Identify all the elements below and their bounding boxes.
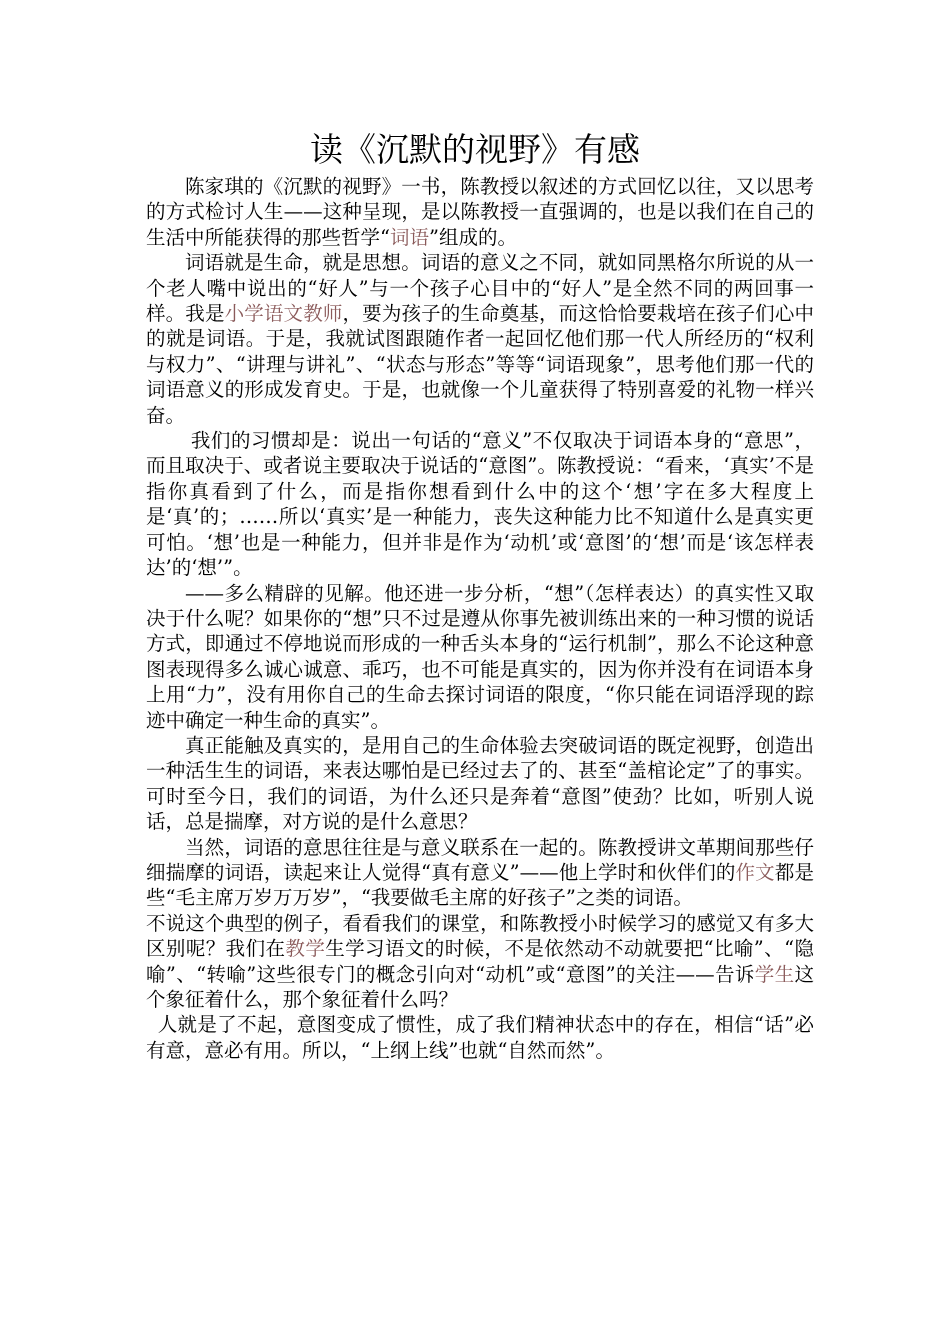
paragraph-text: 当然，词语的意思往往是与意义联系在一起的。陈教授讲文革期间那些仔细揣摩的词语，读起来让人觉得“真有意义”——他上学时和伙伴们的 — [146, 835, 814, 884]
paragraph-text: 人就是了不起，意图变成了惯性，成了我们精神状态中的存在，相信“话”必有意，意必有用。所以，“上纲上线”也就“自然而然”。 — [146, 1013, 814, 1062]
keyword-link[interactable]: 词语 — [389, 225, 429, 249]
keyword-link[interactable]: 教学 — [285, 937, 326, 961]
paragraph — [146, 174, 814, 250]
paragraph-text: ——多么精辟的见解。他还进一步分析，“想”（怎样表达）的真实性又取决于什么呢？如果你的“想”只不过是遵从你事先被训练出来的一种习惯的说话方式，即通过不停地说而形成的一种舌头本身的“运行机制”，那么不论这种意图表现得多么诚心诚意、乖巧，也不可能是真实的，因为你并没有在词语本身上用“力”，没有用你自己的生命去探讨词语的限度，“你只能在词语浮现的踪迹中确定一种生命的真实”。 — [146, 581, 814, 732]
paragraph — [146, 1012, 814, 1063]
paragraph-text: 不说这个典型的例子，看看我们的课堂，和陈教授小时候学习的感觉又有多大区别呢？我们在 — [146, 911, 814, 961]
keyword-link[interactable]: 作文 — [735, 860, 775, 884]
paragraph-text: 都是些“毛主席万岁万万岁”，“我要做毛主席的好孩子”之类的词语。 — [146, 860, 814, 910]
paragraph-text: ”组成的。 — [429, 225, 517, 249]
paragraph-text: 这个象征着什么，那个象征着什么吗？ — [146, 962, 814, 1011]
keyword-link[interactable]: 学生 — [754, 962, 795, 986]
paragraph — [146, 733, 814, 835]
paragraph-text: 真正能触及真实的，是用自己的生命体验去突破词语的既定视野，创造出一种活生生的词语，来表达哪怕是已经过去了的、甚至“盖棺论定”了的事实。可时至今日，我们的词语，为什么还只是奔着“意图”使劲？比如，听别人说话，总是揣摩，对方说的是什么意思？ — [146, 733, 814, 834]
paragraph — [146, 428, 814, 580]
paragraph — [146, 250, 814, 428]
paragraph — [146, 835, 814, 911]
keyword-link[interactable]: 小学语文教师 — [224, 302, 343, 326]
page-title: 读《沉默的视野》有感 — [310, 130, 640, 169]
paragraph-text: 词语就是生命，就是思想。词语的意义之不同，就如同黑格尔所说的从一个老人嘴中说出的“好人”与一个孩子心目中的“好人”是全然不同的两回事一样。我是 — [146, 251, 814, 326]
paragraph-text: 我们的习惯却是：说出一句话的“意义”不仅取决于词语本身的“意思”，而且取决于、或者说主要取决于说话的“意图”。陈教授说：“看来，‘真实’不是指你真看到了什么，而是指你想看到什么中的这个‘想’字在多大程度上是‘真’的；……所以‘真实’是一种能力，丧失这种能力比不知道什么是真实更可怕。‘想’也是一种能力，但并非是作为‘动机’或‘意图’的‘想’而是‘该怎样表达’的‘想’”。 — [146, 429, 814, 580]
paragraph — [146, 581, 814, 733]
paragraph-text: 生学习语文的时候，不是依然动不动就要把“比喻”、“隐喻”、“转喻”这些很专门的概念引向对“动机”或“意图”的关注——告诉 — [146, 937, 814, 986]
paragraph-text: 陈家琪的《沉默的视野》一书，陈教授以叙述的方式回忆以往，又以思考的方式检讨人生——这种呈现，是以陈教授一直强调的，也是以我们在自己的生活中所能获得的那些哲学“ — [146, 175, 814, 249]
paragraph — [146, 911, 814, 1013]
article-body — [146, 174, 814, 1063]
paragraph-text: ，要为孩子的生命奠基，而这恰恰要栽培在孩子们心中的就是词语。于是，我就试图跟随作者一起回忆他们那一代人所经历的“权利与权力”、“讲理与讲礼”、“状态与形态”等等“词语现象”，思考他们那一代的词语意义的形成发育史。于是，也就像一个儿童获得了特别喜爱的礼物一样兴奋。 — [146, 302, 814, 427]
